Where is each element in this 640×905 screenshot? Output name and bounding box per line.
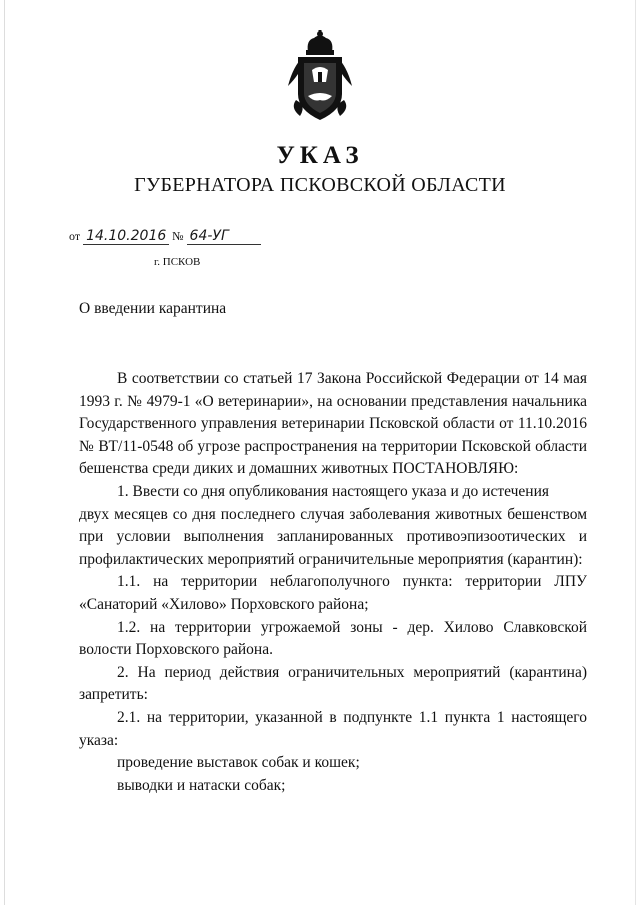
clause-2: 2. На период действия ограничительных мероприятий (карантина) запретить: — [79, 663, 587, 704]
prohibition-item: выводки и натаски собак; — [117, 776, 286, 794]
date-value: 14.10.2016 — [83, 228, 169, 245]
date-prefix: от — [69, 229, 81, 243]
prohibition-item: проведение выставок собак и кошек; — [117, 754, 360, 772]
number-prefix: № — [172, 229, 184, 243]
scan-edge-left — [4, 0, 5, 905]
clause-1-intro: 1. Ввести со дня опубликования настоящего указа и до истечения — [117, 482, 549, 500]
document-title: УКАЗ — [276, 142, 364, 169]
date-number-line — [69, 228, 261, 245]
clause-1-1: 1.1. на территории неблагополучного пункта: территории ЛПУ «Санаторий «Хилово» Порховского района; — [79, 573, 587, 613]
clause-1-2: 1.2. на территории угрожаемой зоны - дер. Хилово Славковской волости Порховского района. — [79, 618, 587, 659]
pskov-coat-of-arms-icon — [282, 30, 358, 124]
clause-1-continuation: двух месяцев со дня последнего случая заболевания животных бешенством при условии выполнения запланированных противоэпизоотических и профилактических мероприятий ограничительные мероприятия (карантин): — [79, 505, 587, 568]
document-subtitle: ГУБЕРНАТОРА ПСКОВСКОЙ ОБЛАСТИ — [134, 174, 506, 196]
clause-2-1: 2.1. на территории, указанной в подпункте 1.1 пункта 1 настоящего указа: — [79, 708, 587, 749]
decree-body — [79, 368, 587, 797]
city-label: г. ПСКОВ — [154, 256, 201, 268]
scan-edge-right — [635, 0, 636, 905]
preamble-paragraph: В соответствии со статьей 17 Закона Российской Федерации от 14 мая 1993 г. № 4979-1 «О ветеринарии», на основании представления начальника Государственного управления ветеринарии Псковской области от 11.10.2016 № ВТ/11-0548 об угрозе распространения на территории Псковской области бешенства среди диких и домашних животных ПОСТАНОВЛЯЮ: — [79, 370, 587, 478]
decree-subject: О введении карантина — [79, 300, 227, 317]
number-value: 64-УГ — [187, 228, 261, 245]
